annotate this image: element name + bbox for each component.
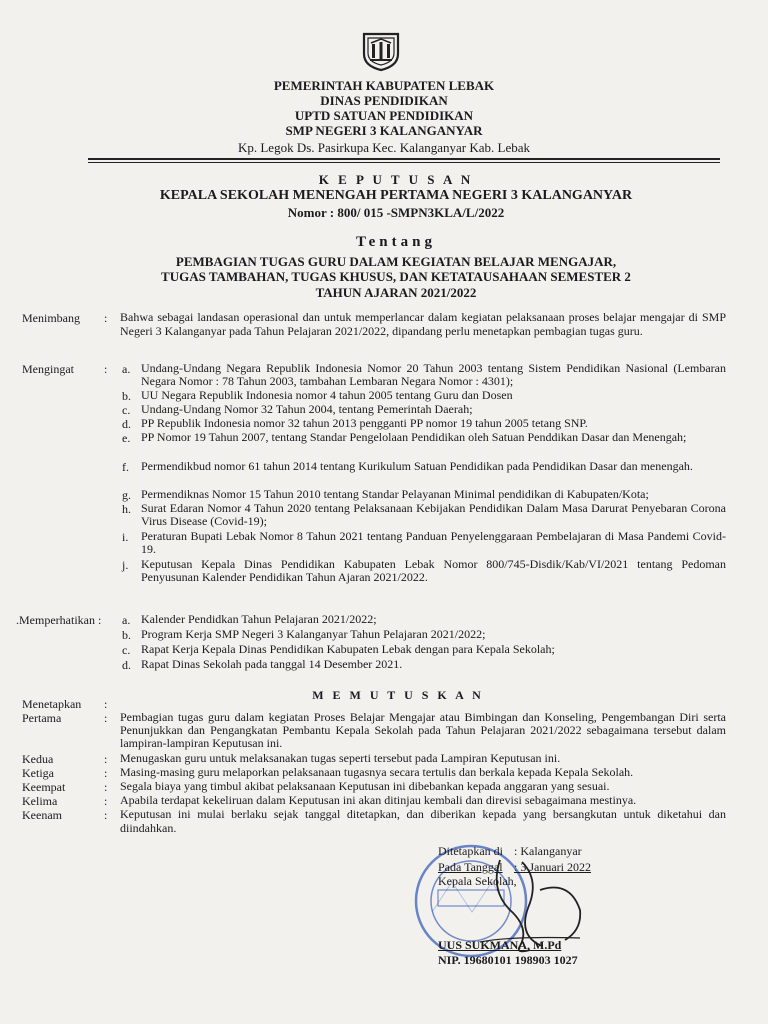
decision-label: Kedua: [22, 752, 54, 766]
mengingat-item: Surat Edaran Nomor 4 Tahun 2020 tentang Pelaksanaan Kebijakan Pendidikan Dalam Masa Darurat Penyebaran Corona Virus Disease (Covid-19);: [141, 501, 726, 528]
decision-colon: :: [104, 752, 108, 766]
menetapkan-colon: :: [104, 697, 108, 711]
menimbang-label: Menimbang: [22, 311, 80, 325]
decision-text: Menugaskan guru untuk melaksanakan tugas seperti tersebut pada Lampiran Keputusan ini.: [120, 751, 561, 765]
mengingat-colon: :: [104, 362, 108, 376]
mengingat-item: Undang-Undang Negara Republik Indonesia Nomor 20 Tahun 2003 tentang Sistem Pendidikan Nasional (Lembaran Negara Nomor : 78 Tahun 2003, tambahan Lembaran Negara Nomor : 4301);: [141, 361, 726, 388]
decision-label: Keenam: [22, 808, 62, 822]
mengingat-item: Keputusan Kepala Dinas Pendidikan Kabupaten Lebak Nomor 800/745-Disdik/Kab/VI/2021 tentang Pedoman Penyusunan Kalender Pendidikan Tahun Ajaran 2021/2022.: [141, 557, 726, 584]
subject-line-3: TAHUN AJARAN 2021/2022: [315, 285, 477, 300]
tanggal-value: : 3 Januari 2022: [514, 860, 591, 874]
memperhatikan-item: Program Kerja SMP Negeri 3 Kalanganyar Tahun Pelajaran 2021/2022;: [141, 627, 486, 641]
tentang-heading: Tentang: [356, 234, 436, 250]
memutuskan-heading: M E M U T U S K A N: [312, 688, 484, 702]
mengingat-letter: i.: [122, 530, 129, 544]
decision-text: Segala biaya yang timbul akibat pelaksanaan Keputusan ini dibebankan kepada anggaran yang sesuai.: [120, 779, 610, 793]
menimbang-text: Bahwa sebagai landasan operasional dan untuk memperlancar dalam kegiatan pelaksanaan proses belajar mengajar di SMP Negeri 3 Kalanganyar pada Tahun Pelajaran 2021/2022, dipandang perlu menetapkan pembagian tugas guru.: [120, 310, 726, 338]
doc-number: Nomor : 800/ 015 -SMPN3KLA/L/2022: [287, 205, 505, 220]
doc-issuer: KEPALA SEKOLAH MENENGAH PERTAMA NEGERI 3 KALANGANYAR: [159, 188, 633, 203]
decision-colon: :: [104, 794, 108, 808]
decision-label: Keempat: [22, 780, 66, 794]
menetapkan-label: Menetapkan: [22, 697, 82, 711]
subject-line-1: PEMBAGIAN TUGAS GURU DALAM KEGIATAN BELAJAR MENGAJAR,: [175, 254, 617, 269]
decision-colon: :: [104, 711, 108, 725]
decision-colon: :: [104, 780, 108, 794]
menimbang-colon: :: [104, 311, 108, 325]
signatory-nip: NIP. 19680101 198903 1027: [438, 953, 578, 967]
mengingat-item: Permendiknas Nomor 15 Tahun 2010 tentang Standar Pelayanan Minimal pendidikan di Kabupaten/Kota;: [141, 487, 649, 501]
memperhatikan-letter: b.: [122, 628, 131, 642]
memperhatikan-label: .Memperhatikan :: [16, 613, 102, 627]
kop-line-3: UPTD SATUAN PENDIDIKAN: [294, 108, 474, 123]
mengingat-item: PP Nomor 19 Tahun 2007, tentang Standar Pengelolaan Pendidikan oleh Satuan Penddikan Dasar dan Menengah;: [141, 430, 687, 444]
memperhatikan-letter: a.: [122, 613, 131, 627]
mengingat-letter: b.: [122, 389, 131, 403]
memperhatikan-letter: d.: [122, 658, 131, 672]
kop-line-2: DINAS PENDIDIKAN: [320, 93, 448, 108]
kop-address: Kp. Legok Ds. Pasirkupa Kec. Kalanganyar Kab. Lebak: [237, 140, 531, 155]
mengingat-letter: g.: [122, 488, 131, 502]
decision-text: Apabila terdapat kekeliruan dalam Keputusan ini akan ditinjau kembali dan direvisi sebagaimana mestinya.: [120, 793, 637, 807]
ditetapkan-label: Ditetapkan di: [438, 844, 503, 858]
government-emblem-icon: [360, 28, 402, 72]
signatory-position: Kepala Sekolah,: [438, 874, 517, 888]
mengingat-letter: a.: [122, 362, 131, 376]
memperhatikan-item: Kalender Pendidkan Tahun Pelajaran 2021/2022;: [141, 612, 377, 626]
decision-label: Pertama: [22, 711, 62, 725]
decision-text: Keputusan ini mulai berlaku sejak tanggal ditetapkan, dan diberikan kepada yang bersangkutan untuk diketahui dan diindahkan.: [120, 807, 726, 835]
mengingat-item: PP Republik Indonesia nomor 32 tahun 2013 pengganti PP nomor 19 tahun 2005 tetang SNP.: [141, 416, 588, 430]
memperhatikan-item: Rapat Dinas Sekolah pada tanggal 14 Desember 2021.: [141, 657, 403, 671]
kop-line-4: SMP NEGERI 3 KALANGANYAR: [285, 123, 483, 138]
mengingat-letter: d.: [122, 417, 131, 431]
kop-line-1: PEMERINTAH KABUPATEN LEBAK: [273, 78, 495, 93]
mengingat-label: Mengingat: [22, 362, 74, 376]
doc-type-heading: K E P U T U S A N: [318, 172, 474, 187]
decision-text: Masing-masing guru melaporkan pelaksanaan tugasnya secara tertulis dan berkala kepada Kepala Sekolah.: [120, 765, 634, 779]
ditetapkan-value: : Kalanganyar: [514, 844, 582, 858]
mengingat-item: Permendikbud nomor 61 tahun 2014 tentang Kurikulum Satuan Pendidikan pada Pendidikan Dasar dan menengah.: [141, 459, 693, 473]
subject-line-2: TUGAS TAMBAHAN, TUGAS KHUSUS, DAN KETATAUSAHAAN SEMESTER 2: [161, 269, 631, 284]
mengingat-letter: c.: [122, 403, 131, 417]
mengingat-letter: e.: [122, 431, 131, 445]
mengingat-letter: h.: [122, 502, 131, 516]
decision-colon: :: [104, 808, 108, 822]
mengingat-item: Undang-Undang Nomor 32 Tahun 2004, tentang Pemerintah Daerah;: [141, 402, 473, 416]
decision-text: Pembagian tugas guru dalam kegiatan Proses Belajar Mengajar atau Bimbingan dan Konseling, Pengembangan Diri serta Penunjukkan dan Pengangkatan Pembantu Kepala Sekolah pada Tahun Pelajaran 2021/2022 sebagaimana tersebut dalam lampiran-lampiran Keputusan ini.: [120, 710, 726, 750]
decision-colon: :: [104, 766, 108, 780]
mengingat-item: UU Negara Republik Indonesia nomor 4 tahun 2005 tentang Guru dan Dosen: [141, 388, 513, 402]
decision-label: Ketiga: [22, 766, 54, 780]
mengingat-letter: j.: [122, 558, 129, 572]
tanggal-label: Pada Tanggal: [438, 860, 503, 874]
signatory-name: UUS SUKMANA, M.Pd: [438, 938, 562, 952]
memperhatikan-item: Rapat Kerja Kepala Dinas Pendidikan Kabupaten Lebak dengan para Kepala Sekolah;: [141, 642, 555, 656]
memperhatikan-letter: c.: [122, 643, 131, 657]
header-rule-thin: [88, 162, 720, 163]
mengingat-letter: f.: [122, 460, 129, 474]
decision-label: Kelima: [22, 794, 58, 808]
mengingat-item: Peraturan Bupati Lebak Nomor 8 Tahun 2021 tentang Panduan Penyelenggaraan Pembelajaran di Masa Pandemi Covid-19.: [141, 529, 726, 556]
header-rule-thick: [88, 158, 720, 160]
